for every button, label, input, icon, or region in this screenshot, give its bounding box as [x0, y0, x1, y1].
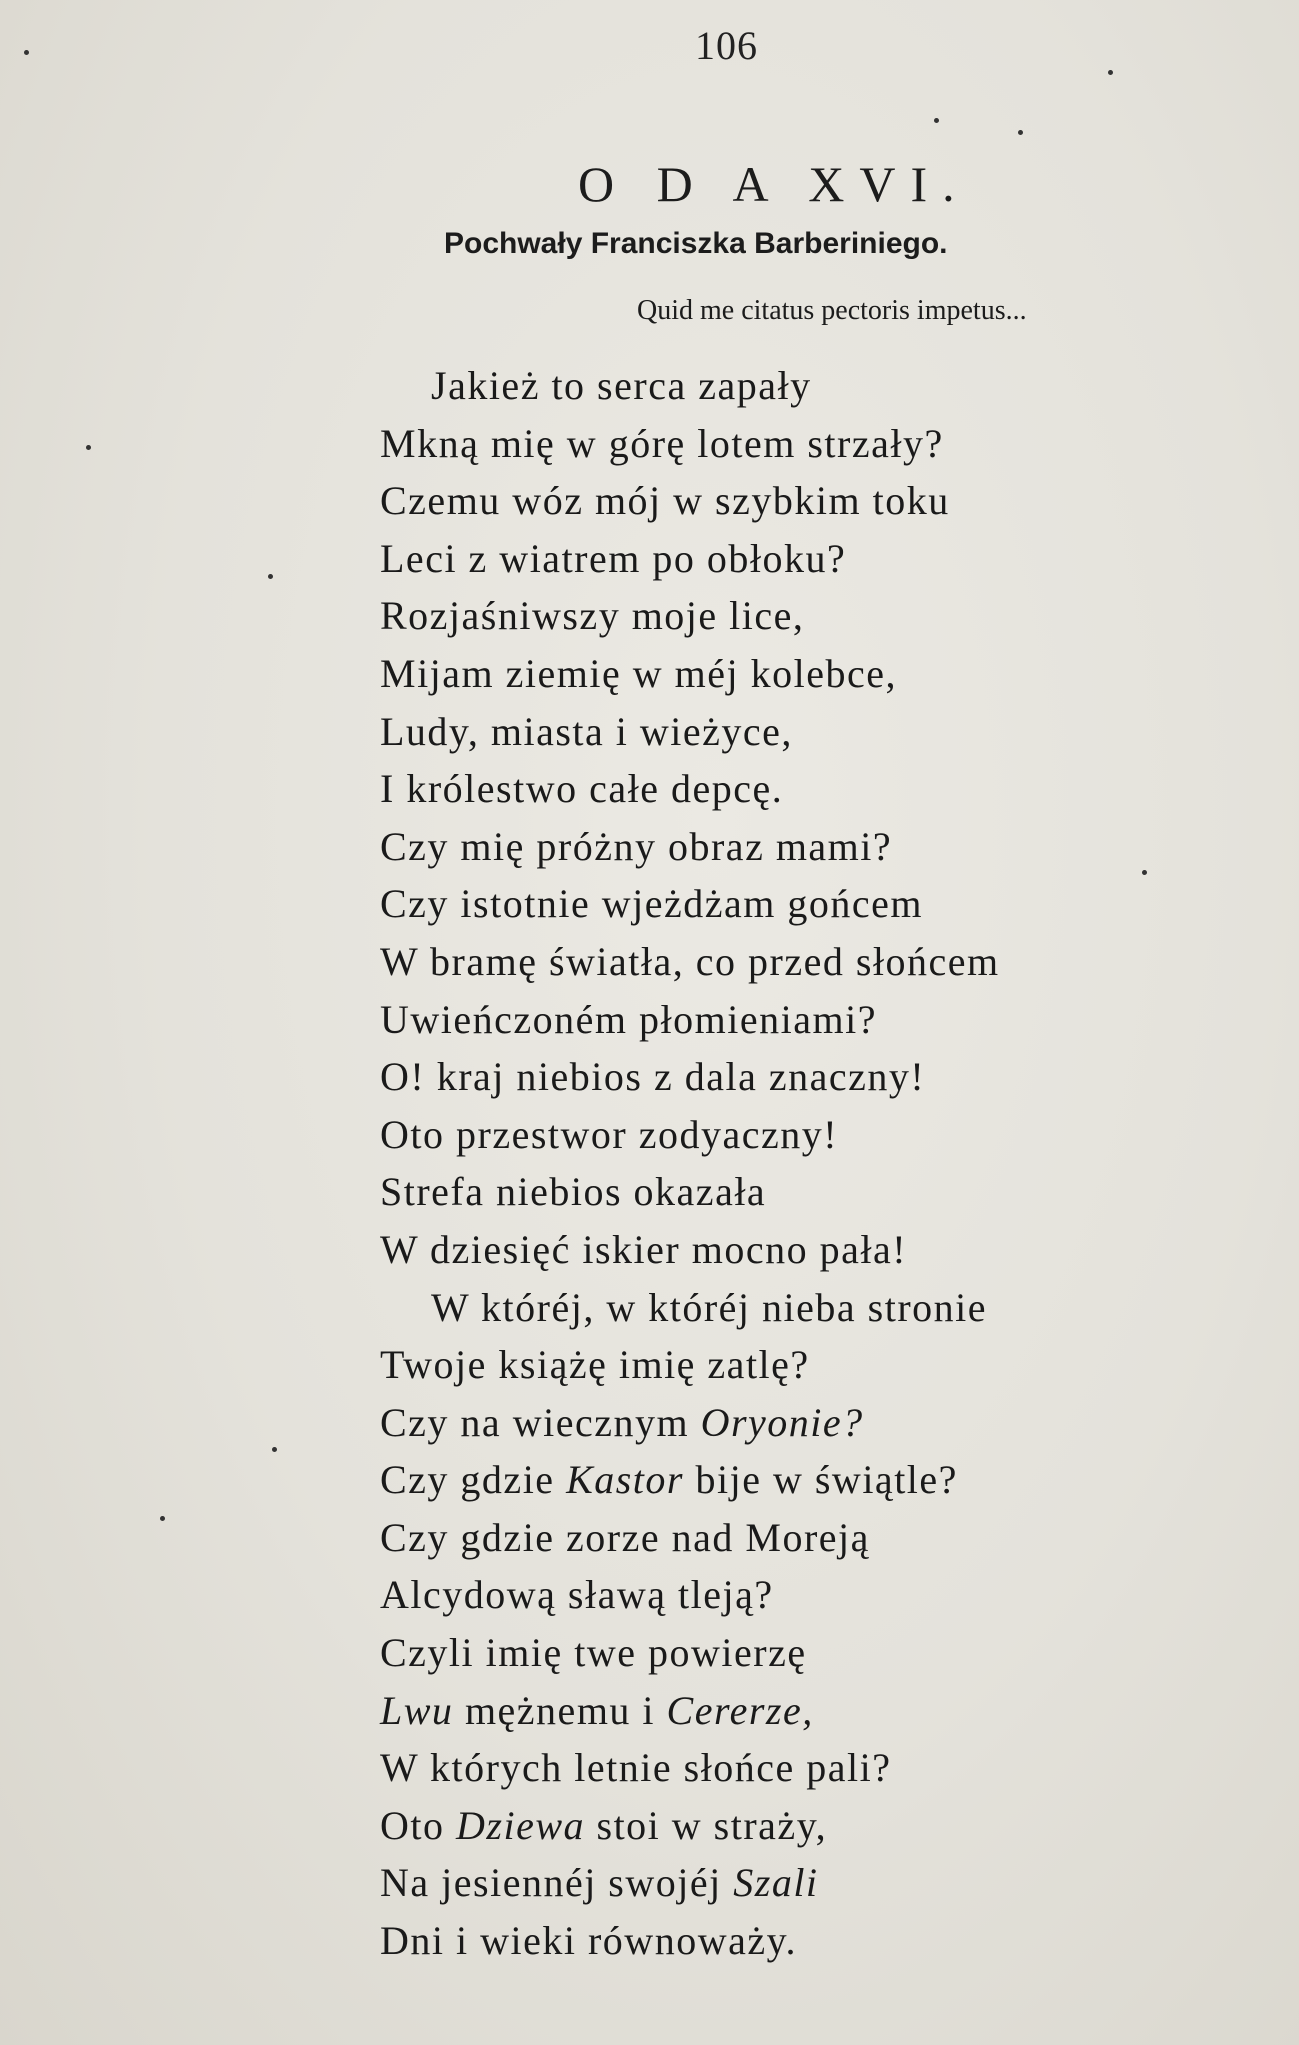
- poem-line: [380, 875, 1000, 933]
- poem-line-fragment: Czyli imię twe powierzę: [380, 1630, 807, 1676]
- poem-line: [380, 1912, 1000, 1970]
- poem-line: [380, 1624, 1000, 1682]
- poem-line: [380, 645, 1000, 703]
- poem-line: [380, 818, 1000, 876]
- print-speck: [1142, 870, 1147, 875]
- print-speck: [160, 1516, 165, 1521]
- poem-body: [380, 357, 1000, 1970]
- poem-line-fragment: Twoje książę imię zatlę?: [380, 1342, 810, 1388]
- poem-line: [380, 1221, 1000, 1279]
- poem-line: [380, 991, 1000, 1049]
- poem-line-fragment: bije w świątle?: [684, 1457, 958, 1503]
- poem-line: [380, 1854, 1000, 1912]
- poem-line: [380, 530, 1000, 588]
- poem-line: [380, 357, 1000, 415]
- poem-line-fragment: Mkną mię w górę lotem strzały?: [380, 420, 944, 466]
- poem-line-fragment: mężnemu i: [453, 1687, 667, 1733]
- print-speck: [268, 574, 273, 579]
- poem-line: [380, 587, 1000, 645]
- poem-line-fragment: W dziesięć iskier mocno pała!: [380, 1226, 908, 1272]
- latin-epigraph: Quid me citatus pectoris impetus...: [637, 295, 1027, 326]
- poem-line-italic-fragment: Lwu: [380, 1687, 454, 1733]
- poem-line-fragment: Mijam ziemię w méj kolebce,: [380, 650, 898, 696]
- poem-line-fragment: Alcydową sławą tleją?: [380, 1572, 774, 1618]
- poem-line: [380, 1279, 1000, 1337]
- poem-line: [380, 415, 1000, 473]
- poem-line-fragment: W któréj, w któréj nieba stronie: [431, 1284, 988, 1330]
- poem-line-fragment: O! kraj niebios z dala znaczny!: [380, 1054, 926, 1100]
- poem-line-fragment: Jakież to serca zapały: [431, 363, 812, 408]
- poem-line: [380, 760, 1000, 818]
- print-speck: [24, 50, 29, 55]
- print-speck: [934, 118, 939, 123]
- poem-line-fragment: Oto: [380, 1802, 456, 1848]
- poem-line: [380, 1394, 1000, 1452]
- poem-line: [380, 1451, 1000, 1509]
- ode-title: O D A XVI.: [578, 156, 970, 212]
- poem-line: [380, 1797, 1000, 1855]
- poem-line-fragment: Ludy, miasta i wieżyce,: [380, 708, 793, 754]
- poem-line-italic-fragment: Dziewa: [456, 1802, 585, 1848]
- poem-line: [380, 1566, 1000, 1624]
- poem-line-fragment: Czy istotnie wjeżdżam gońcem: [380, 881, 923, 927]
- poem-line: [380, 1106, 1000, 1164]
- poem-line-fragment: Oto przestwor zodyaczny!: [380, 1111, 839, 1157]
- poem-line-fragment: Dni i wieki równoważy.: [380, 1918, 797, 1964]
- poem-line: [380, 1048, 1000, 1106]
- poem-line-fragment: Czy mię próżny obraz mami?: [380, 823, 893, 869]
- poem-line: [380, 472, 1000, 530]
- poem-line-fragment: W bramę światła, co przed słońcem: [380, 938, 1000, 984]
- poem-line: [380, 1163, 1000, 1221]
- poem-line-fragment: W których letnie słońce pali?: [380, 1745, 892, 1791]
- poem-line: [380, 1336, 1000, 1394]
- poem-line-italic-fragment: Oryonie?: [700, 1399, 864, 1445]
- poem-line-italic-fragment: Szali: [733, 1860, 819, 1906]
- poem-line: [380, 1682, 1000, 1740]
- poem-line-fragment: stoi w straży,: [585, 1802, 828, 1848]
- page-number: 106: [695, 23, 758, 68]
- poem-line-fragment: Czy gdzie: [380, 1457, 567, 1503]
- poem-line-fragment: Czy na wiecznym: [380, 1399, 701, 1445]
- poem-line: [380, 1739, 1000, 1797]
- poem-line: [380, 933, 1000, 991]
- print-speck: [1018, 130, 1023, 135]
- print-speck: [86, 445, 91, 450]
- poem-line: [380, 1509, 1000, 1567]
- poem-line-fragment: Na jesiennéj swojéj: [380, 1860, 734, 1906]
- ode-subtitle: Pochwały Franciszka Barberiniego.: [444, 227, 948, 260]
- poem-line-fragment: Leci z wiatrem po obłoku?: [380, 535, 847, 581]
- poem-line-italic-fragment: Cererze,: [666, 1687, 814, 1733]
- poem-line: [380, 703, 1000, 761]
- print-speck: [272, 1447, 277, 1452]
- poem-line-fragment: Strefa niebios okazała: [380, 1169, 767, 1215]
- print-speck: [1108, 70, 1113, 75]
- poem-line-fragment: Czemu wóz mój w szybkim toku: [380, 478, 950, 524]
- poem-line-fragment: Rozjaśniwszy moje lice,: [380, 593, 805, 639]
- poem-line-fragment: Uwieńczoném płomieniami?: [380, 996, 877, 1042]
- poem-line-fragment: I królestwo całe depcę.: [380, 766, 784, 812]
- poem-line-fragment: Czy gdzie zorze nad Moreją: [380, 1514, 870, 1560]
- poem-line-italic-fragment: Kastor: [566, 1457, 684, 1503]
